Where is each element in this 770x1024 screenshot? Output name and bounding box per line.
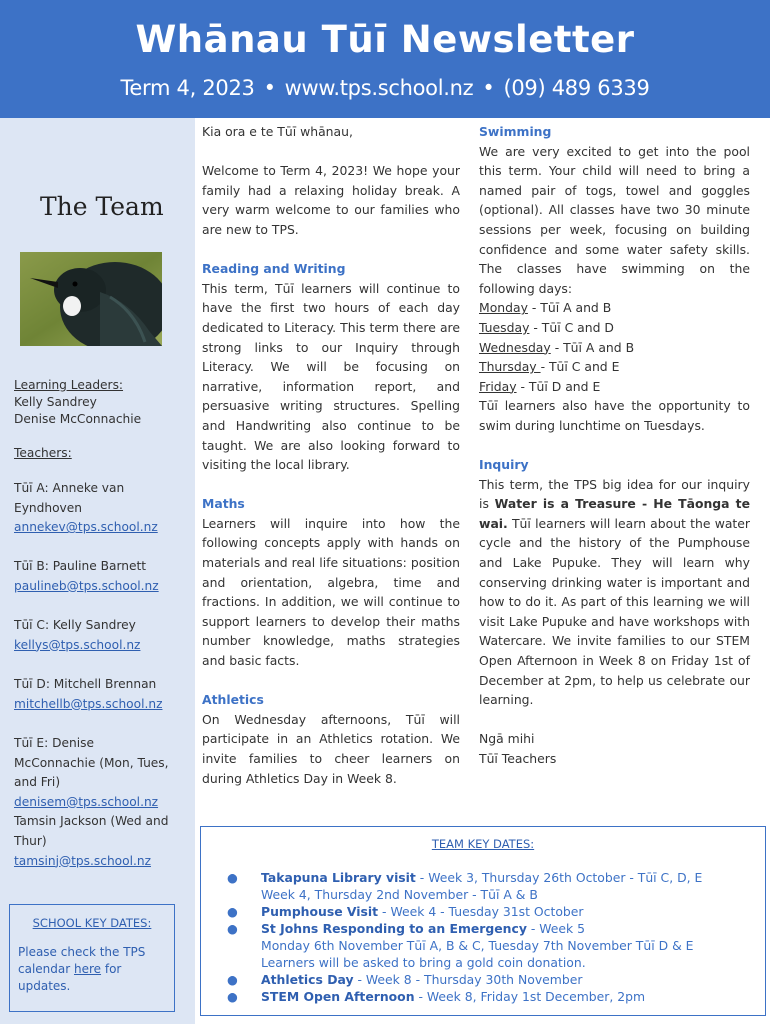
welcome-paragraph: Welcome to Term 4, 2023! We hope your family had a relaxing holiday break. A very warm welcome to our families who are new to TPS. [202,163,460,237]
swim-day: Thursday - Tūī C and E [479,359,620,375]
calendar-link[interactable]: here [74,962,102,976]
inquiry-heading: Inquiry [479,457,529,473]
teacher-c [14,616,192,655]
swim-day: Friday - Tūī D and E [479,378,601,394]
teacher-name: Tūī E: Denise McConnachie (Mon, Tues, and Fri) [14,736,169,790]
swim-day: Tuesday - Tūī C and D [479,319,614,335]
team-title: The Team [40,192,164,221]
list-item: ● St Johns Responding to an Emergency - Week 5 Monday 6th November Tūī A, B & C, Tuesday 7th November Tūī D & E Learners will be asked to bring a gold coin donation. [227,921,694,970]
team-key-dates-box [200,826,766,1016]
swim-lunch-paragraph: Tūī learners also have the opportunity to swim during lunchtime on Tuesdays. [479,398,750,433]
reading-paragraph: This term, Tūī learners will continue to have the first two hours of each day dedicated to Literacy. This term there are strong links to our Inquiry through Literacy. We will be focusing on narrative, information report, and persuasive writing structures. Spelling and Handwriting also continue to be taught. We are also looking forward to visiting the local library. [202,280,460,473]
swim-day: Monday - Tūī A and B [479,300,612,316]
bullet-icon: ● [227,989,238,1004]
athletics-heading: Athletics [202,692,264,708]
bullet-icon: ● [227,904,238,919]
term-label: Term 4, 2023 [120,76,255,100]
bullet-icon: ● [227,972,238,987]
teacher-name: Tamsin Jackson (Wed and Thur) [14,814,169,848]
learning-leaders [14,377,192,428]
teacher-a [14,479,192,538]
signoff: Ngā mihi [479,731,535,747]
maths-heading: Maths [202,496,245,512]
teacher-email-link[interactable]: paulineb@tps.school.nz [14,578,159,593]
phone-number: (09) 489 6339 [503,76,650,100]
header-banner [0,0,770,118]
swim-day: Wednesday - Tūī A and B [479,339,635,355]
greeting: Kia ora e te Tūī whānau, [202,124,353,139]
athletics-paragraph: On Wednesday afternoons, Tūī will participate in an Athletics rotation. We invite families to cheer learners on during Athletics Day in Week 8. [202,711,460,786]
inquiry-big-idea: Water is a Treasure - He Tāonga te wai. [479,496,750,531]
teacher-e [14,734,174,871]
school-key-dates-box [9,904,175,1012]
teachers-label: Teachers: [14,446,72,460]
teacher-email-link[interactable]: kellys@tps.school.nz [14,637,141,652]
swimming-heading: Swimming [479,124,552,139]
list-item: ● STEM Open Afternoon - Week 8, Friday 1st December, 2pm [227,989,646,1004]
teacher-name: Tūī A: Anneke van Eyndhoven [14,481,125,515]
reading-heading: Reading and Writing [202,261,346,277]
website-link[interactable]: www.tps.school.nz [284,76,474,100]
teacher-name: Tūī C: Kelly Sandrey [14,618,136,632]
school-key-dates-heading: SCHOOL KEY DATES: [32,916,152,930]
leader-name: Denise McConnachie [14,412,142,426]
teacher-email-link[interactable]: tamsinj@tps.school.nz [14,853,151,868]
header-subline: Term 4, 2023 • www.tps.school.nz • (09) 489 6339 [120,76,650,100]
maths-paragraph: Learners will inquire into how the following concepts apply with hands on materials and real life situations: position and orientation, algebra, time and fractions. In addition, we will continue to support learners to develop their maths number knowledge, maths strategies and basic facts. [202,515,460,669]
learning-leaders-label: Learning Leaders: [14,378,124,392]
middle-column [202,122,460,788]
swimming-paragraph: We are very excited to get into the pool this term. Your child will need to bring a named pair of togs, towel and goggles (optional). All classes have two 30 minute sessions per week, focusing on building confidence and some water safety skills. The classes have swimming on the following days: [479,143,750,296]
bullet-icon: ● [227,870,238,885]
teacher-name: Tūī B: Pauline Barnett [14,559,147,573]
team-key-dates-list [223,869,753,1005]
teacher-d [14,675,192,714]
tui-bird-photo [20,252,162,346]
teacher-email-link[interactable]: denisem@tps.school.nz [14,794,159,809]
teacher-email-link[interactable]: mitchellb@tps.school.nz [14,696,163,711]
school-key-dates-text: Please check the TPS calendar here for updates. [18,945,146,993]
right-column [479,122,750,769]
teacher-email-link[interactable]: annekev@tps.school.nz [14,520,158,535]
list-item: ● Athletics Day - Week 8 - Thursday 30th November [227,972,583,987]
list-item: ● Pumphouse Visit - Week 4 - Tuesday 31st October [227,904,584,919]
team-key-dates-heading: TEAM KEY DATES: [431,837,535,851]
bullet-icon: ● [227,921,238,936]
signature: Tūī Teachers [479,751,557,766]
newsletter-title: Whānau Tūī Newsletter [135,18,635,61]
teacher-name: Tūī D: Mitchell Brennan [14,677,157,691]
teacher-b [14,557,192,596]
inquiry-paragraph: This term, the TPS big idea for our inquiry is Water is a Treasure - He Tāonga te wai. Tūī learners will learn about the water cycle and the history of the Pumphouse and Lake Pupuke. They will learn why conserving drinking water is important and how to do it. As part of this learning we will visit Lake Pupuke and have workshops with Watercare. We invite families to our STEM Open Afternoon in Week 8 on Friday 1st of December at 2pm, to help us celebrate our learning. [479,476,750,708]
leader-name: Kelly Sandrey [14,395,97,409]
list-item: ● Takapuna Library visit - Week 3, Thursday 26th October - Tūī C, D, E Week 4, Thursday 2nd November - Tūī A & B [227,870,703,902]
